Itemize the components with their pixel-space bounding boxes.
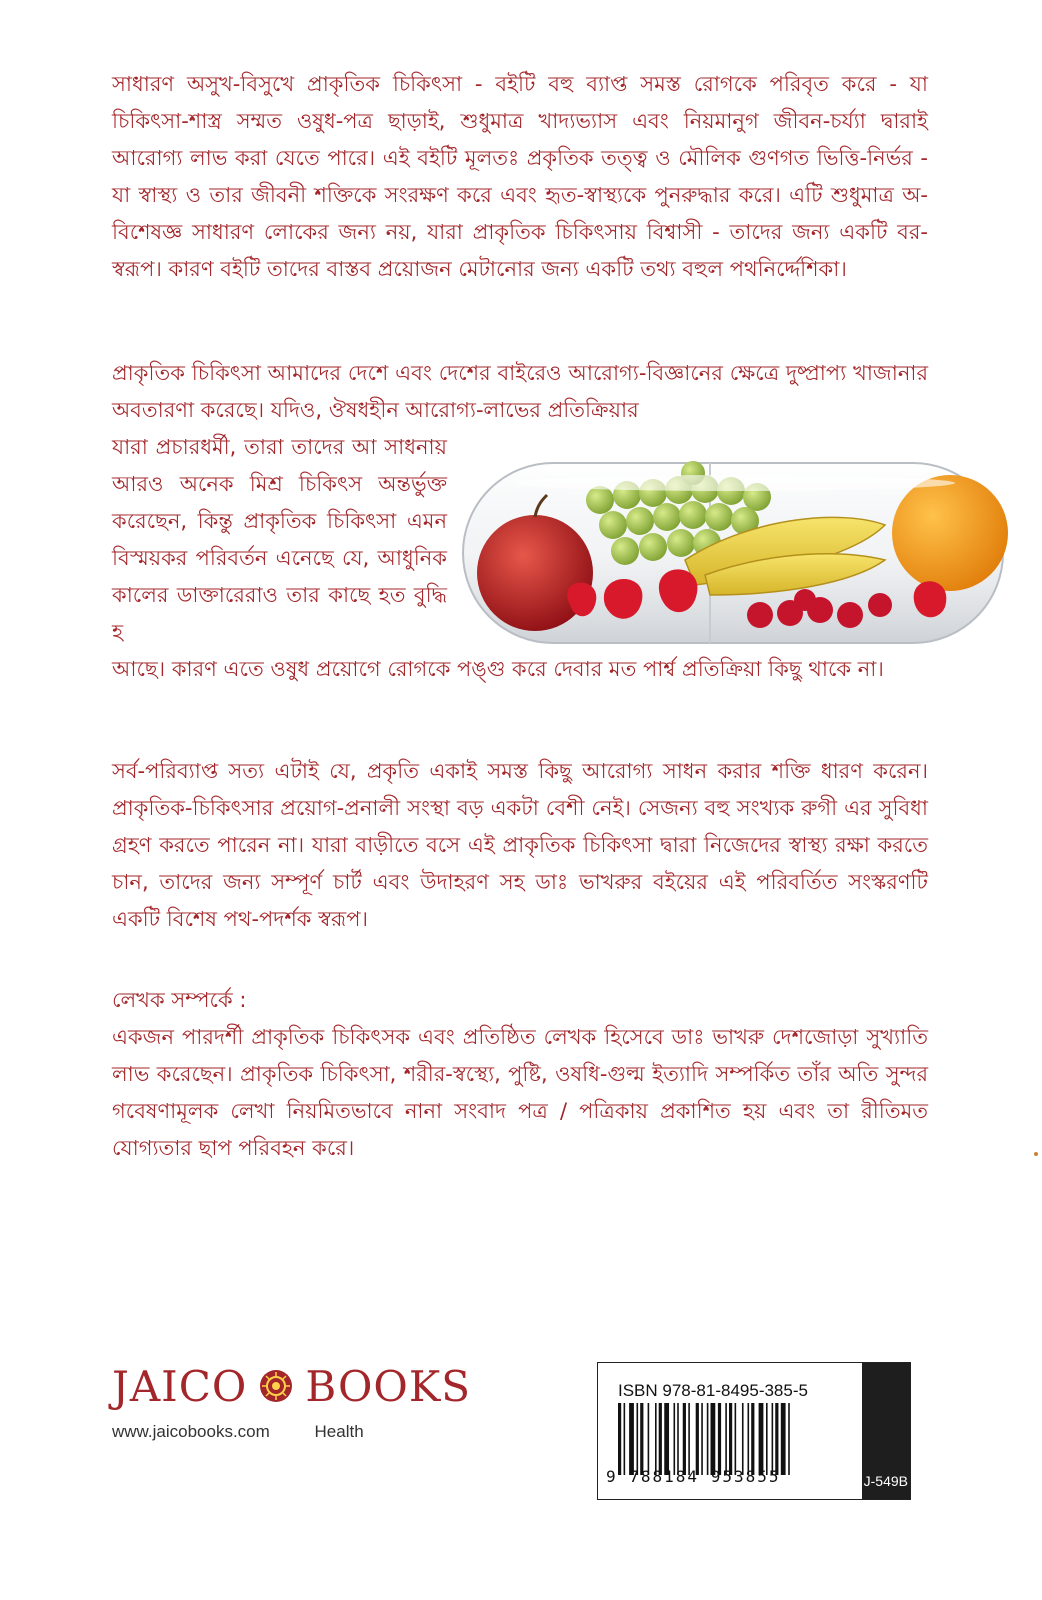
barcode-bar	[751, 1403, 754, 1475]
barcode-bar	[781, 1403, 786, 1475]
publisher-logo	[112, 1362, 471, 1410]
barcode-bar	[742, 1403, 744, 1475]
barcode-digits: 9 788184 953855	[606, 1467, 781, 1486]
barcode-bar	[655, 1403, 657, 1475]
barcode-bar	[659, 1403, 662, 1475]
barcode-bar	[775, 1403, 778, 1475]
publisher-footer	[112, 1422, 364, 1442]
barcode-bar	[664, 1403, 669, 1475]
barcode-bar	[688, 1403, 690, 1475]
barcode-bar	[648, 1403, 650, 1475]
barcode-bar	[729, 1403, 732, 1475]
about-author-heading: লেখক সম্পর্কে :	[112, 988, 247, 1012]
barcode-bar	[772, 1403, 774, 1475]
isbn-barcode	[597, 1362, 911, 1500]
edge-mark	[1034, 1152, 1038, 1156]
barcode-bar	[725, 1403, 727, 1475]
barcode-bar	[766, 1403, 768, 1475]
barcode-bar	[629, 1403, 634, 1475]
barcode-bar	[707, 1403, 709, 1475]
description-paragraph-4: সর্ব-পরিব্যাপ্ত সত্য এটাই যে, প্রকৃতি একাই সমস্ত কিছু আরোগ্য সাধন করার শক্তি ধারণ করেন। প্রাকৃতিক-চিকিৎসার প্রয়োগ-প্রনালী সংস্থা বড় একটা বেশী নেই। সেজন্য বহু সংখ্যক রুগী এর সুবিধা গ্রহণ করতে পারেন না। যারা বাড়ীতে বসে এই প্রাকৃতিক চিকিৎসা দ্বারা নিজেদের স্বাস্থ্য রক্ষা করতে চান, তাদের জন্য সম্পূর্ণ চার্ট এবং উদাহরণ সহ ডাঃ ভাখরুর বইয়ের এই পরিবর্তিত সংস্করণটি একটি বিশেষ পথ-পদর্শক স্বরূপ।	[112, 759, 928, 931]
barcode-bar	[677, 1403, 679, 1475]
description-paragraph-1: সাধারণ অসুখ-বিসুখে প্রাকৃতিক চিকিৎসা - বইটি বহু ব্যাপ্ত সমস্ত রোগকে পরিবৃত করে - যা চিকিৎসা-শাস্ত্র সম্মত ওষুধ-পত্র ছাড়াই, শুধুমাত্র খাদ্যভ্যাস এবং নিয়মানুগ জীবন-চর্য্যা দ্বারাই আরোগ্য লাভ করা যেতে পারে। এই বইটি মূলতঃ প্রকৃতিক তত্ত্ব ও মৌলিক গুণগত ভিত্তি-নির্ভর - যা স্বাস্থ্য ও তার জীবনী শক্তিকে সংরক্ষণ করে এবং হৃত-স্বাস্থ্যকে পুনরুদ্ধার করে। এটি শুধুমাত্র অ-বিশেষজ্ঞ সাধারণ লোকের জন্য নয়, যারা প্রাকৃতিক চিকিৎসায় বিশ্বাসী - তাদের জন্য একটি বর-স্বরূপ। কারণ বইটি তাদের বাস্তব প্রয়োজন মেটানোর জন্য একটি তথ্য বহুল পথনির্দ্দেশিকা।	[112, 72, 928, 281]
isbn-number: ISBN 978-81-8495-385-5	[618, 1381, 808, 1400]
barcode-bar	[674, 1403, 676, 1475]
barcode-bar	[759, 1403, 764, 1475]
publisher-name-left: JAICO	[112, 1361, 248, 1411]
publisher-website: www.jaicobooks.com	[112, 1422, 270, 1441]
barcode-bar	[788, 1403, 790, 1475]
barcode-bar	[640, 1403, 643, 1475]
publisher-name-right: BOOKS	[305, 1361, 471, 1411]
barcode-bar	[696, 1403, 699, 1475]
description-paragraph-3-wrapped: যারা প্রচারধর্মী, তারা তাদের আ সাধনায় আরও অনেক মিশ্র চিকিৎস অন্তর্ভুক্ত করেছেন, কিন্তু প্রাকৃতিক চিকিৎসা এমন বিস্ময়কর পরিবর্তন এনেছে যে, আধুনিক কালের ডাক্তারেরাও তার কাছে হত বুদ্ধি হ	[112, 435, 447, 644]
description-paragraph-3-tail: আছে। কারণ এতে ওষুধ প্রয়োগে রোগকে পঙ্গু করে দেবার মত পার্শ্ব প্রতিক্রিয়া কিছু থাকে না।	[112, 657, 884, 681]
fruit-capsule-image	[455, 455, 1015, 650]
barcode-bar	[683, 1403, 686, 1475]
book-category: Health	[314, 1422, 364, 1441]
about-author-text: একজন পারদর্শী প্রাকৃতিক চিকিৎসক এবং প্রতিষ্ঠিত লেখক হিসেবে ডাঃ ভাখরু দেশজোড়া সুখ্যাতি লাভ করেছেন। প্রাকৃতিক চিকিৎসা, শরীর-স্বস্থ্যে, পুষ্টি, ওষধি-গুল্ম ইত্যাদি সম্পর্কিত তাঁর অতি সুন্দর গবেষণামূলক লেখা নিয়মিতভাবে নানা সংবাদ পত্র / পত্রিকায় প্রকাশিত হয় এবং তা রীতিমত যোগ্যতার ছাপ পরিবহন করে।	[112, 1025, 928, 1160]
barcode-bar	[618, 1403, 621, 1475]
barcode-bar	[748, 1403, 750, 1475]
barcode-bar	[637, 1403, 639, 1475]
sun-emblem-icon	[259, 1369, 293, 1403]
book-code: J-549B	[863, 1473, 908, 1489]
barcode-bars	[618, 1403, 840, 1475]
barcode-bar	[718, 1403, 721, 1475]
description-paragraph-2: প্রাকৃতিক চিকিৎসা আমাদের দেশে এবং দেশের বাইরেও আরোগ্য-বিজ্ঞানের ক্ষেত্রে দুষ্প্রাপ্য খাজানার অবতারণা করেছে। যদিও, ঔষধহীন আরোগ্য-লাভের প্রতিক্রিয়ার	[112, 361, 928, 422]
barcode-bar	[711, 1403, 716, 1475]
barcode-bar	[735, 1403, 737, 1475]
barcode-bar	[701, 1403, 703, 1475]
barcode-bar	[624, 1403, 626, 1475]
